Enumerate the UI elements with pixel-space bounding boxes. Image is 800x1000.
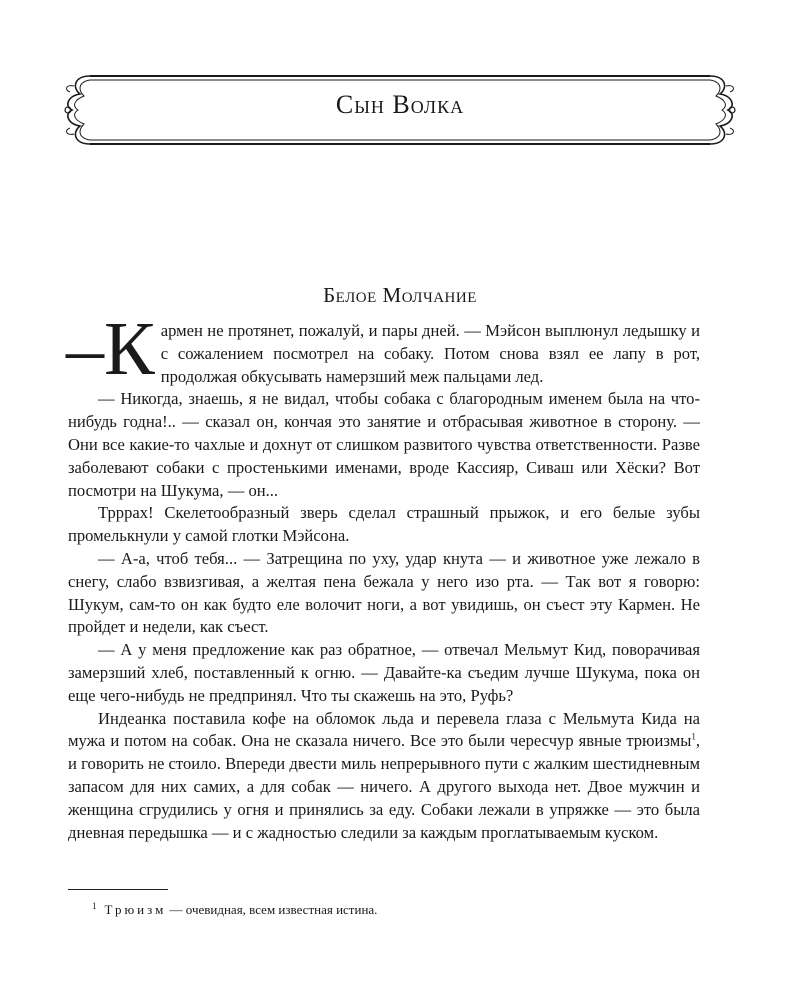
paragraph: Трррах! Скелетообразный зверь сделал страшный прыжок, и его белые зубы промелькнули у самой глотки Мэйсона. bbox=[68, 503, 700, 546]
chapter-title: Белое Молчание bbox=[323, 283, 477, 307]
series-title: Сын Волка bbox=[335, 90, 465, 119]
drop-cap: –К bbox=[66, 307, 155, 391]
footnote-divider bbox=[68, 889, 168, 890]
footnote bbox=[92, 902, 692, 918]
paragraph: –К армен не протянет, пожалуй, и пары дней. — Мэйсон выплюнул ледышку и с сожалением посмотрел на собаку. Потом снова взял ее лапу в рот, продолжая обкусывать намерзший меж пальцами лед. bbox=[66, 307, 700, 391]
paragraph: — Никогда, знаешь, я не видал, чтобы собака с благородным именем была на что-нибудь годна!.. — сказал он, кончая это занятие и отбрасывая животное в сторону. — Они все какие-то чахлые и дохнут от слишком развитого чувства ответственности. Разве заболевают собаки с простенькими именами, вроде Кассияр, Сиваш или Хёски? Вот посмотри на Шукума, — он... bbox=[68, 389, 700, 500]
footnote-number: 1 bbox=[92, 900, 97, 911]
chapter-text bbox=[66, 307, 700, 844]
paragraph: — А у меня предложение как раз обратное, — отвечал Мельмут Кид, поворачивая замерзший хлеб, поставленный к огню. — Давайте-ка съедим лучше Шукума, пока он еще чего-нибудь не предпринял. Что ты скажешь на это, Руфь? bbox=[68, 640, 700, 705]
footnote-term: Трюизм bbox=[104, 902, 167, 917]
paragraph: Индеанка поставила кофе на обломок льда и перевела глаза с Мельмута Кида на мужа и потом на собак. Она не сказала ничего. Все это были чересчур явные трюизмы$^1$, и говорить не стоило. Впереди двести миль непрерывного пути с жалким шестидневным запасом для них самих, а для собак — ничего. А другого выхода нет. Двое мужчин и женщина сгрудились у огня и принялись за еду. Собаки лежали в упряжке — это была дневная передышка — и с жадностью следили за каждым проглатываемым куском. bbox=[68, 708, 700, 842]
paragraph: — А-а, чтоб тебя... — Затрещина по уху, удар кнута — и животное уже лежало в снегу, слабо взвизгивая, а желтая пена бежала у него изо рта. — Так вот я говорю: Шукум, сам-то он как будто еле волочит ноги, а вот увидишь, он съест эту Кармен. Не пройдет и недели, как съест. bbox=[68, 548, 700, 637]
footnote-text: — очевидная, всем известная истина. bbox=[166, 902, 378, 917]
footnote-reference[interactable]: 1 bbox=[691, 731, 696, 742]
